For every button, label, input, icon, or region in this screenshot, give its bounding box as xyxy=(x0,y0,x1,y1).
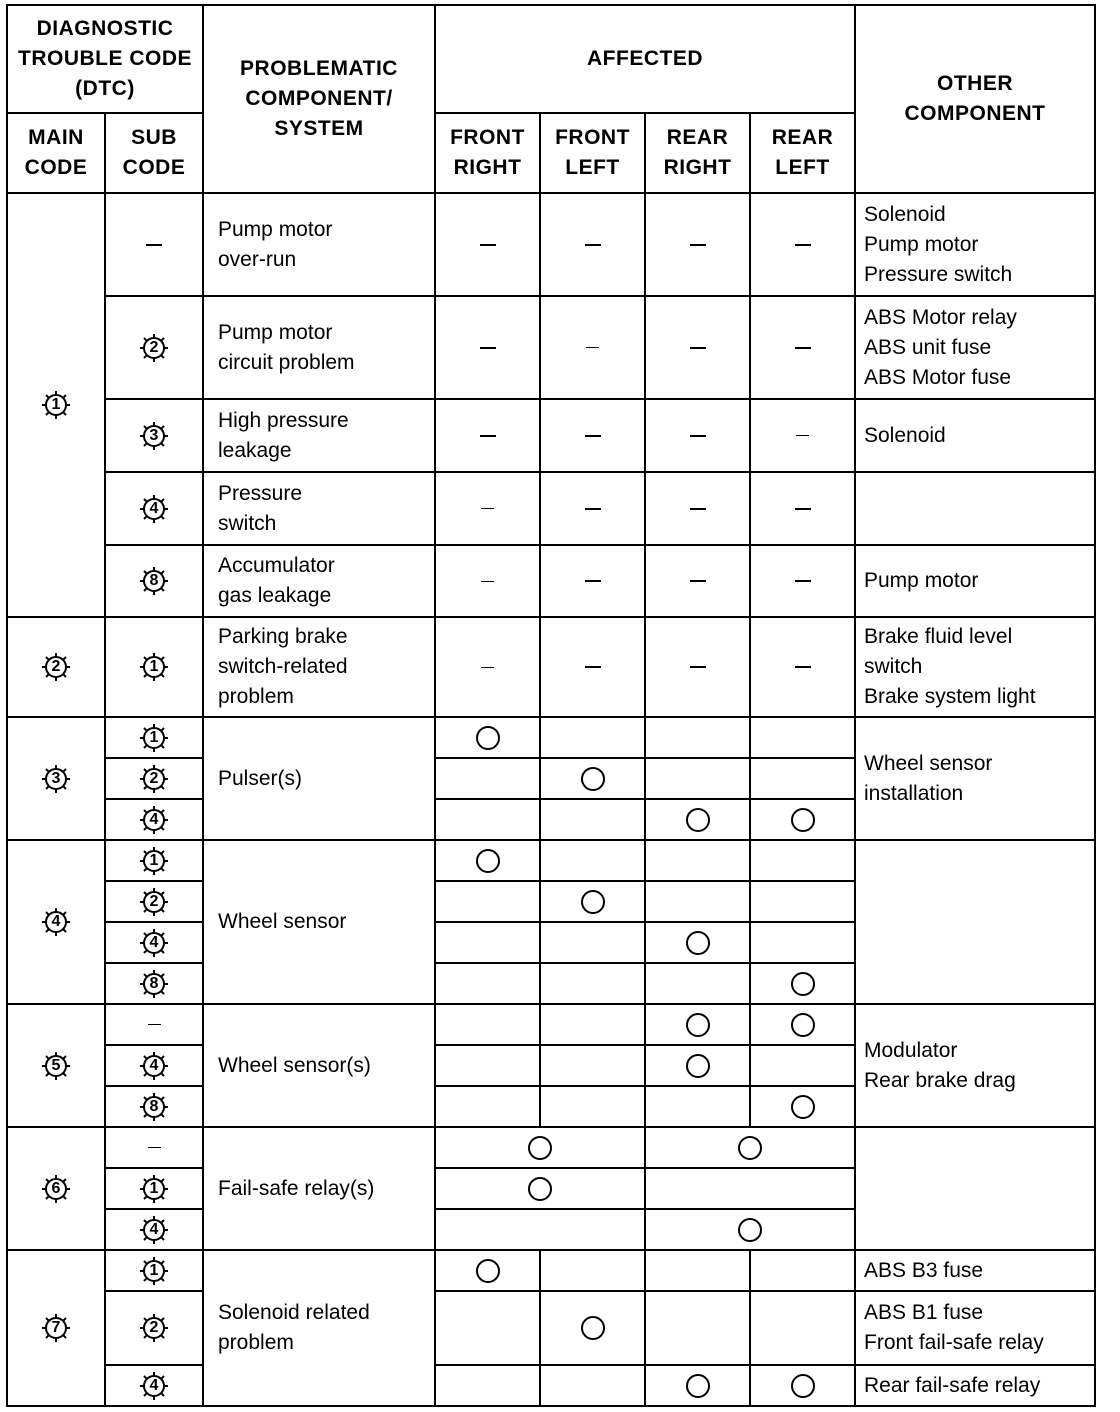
main-code-badge: 2 xyxy=(41,652,71,682)
header-other: OTHER COMPONENT xyxy=(855,5,1095,193)
affected-circle xyxy=(686,1013,710,1037)
other-component: Solenoid xyxy=(855,399,1095,472)
other-component: Rear fail-safe relay xyxy=(855,1365,1095,1406)
table-row xyxy=(7,1127,1095,1168)
component-label: Wheel sensor(s) xyxy=(203,1004,435,1127)
header-sub-code: SUB CODE xyxy=(105,113,203,193)
component-label: Pulser(s) xyxy=(203,717,435,840)
main-code-badge: 1 xyxy=(41,390,71,420)
other-component: ABS B1 fuse Front fail-safe relay xyxy=(855,1291,1095,1365)
component-label: Pump motor over-run xyxy=(203,193,435,296)
other-component xyxy=(855,1127,1095,1250)
table-row xyxy=(7,1004,1095,1045)
component-label: Pressure switch xyxy=(203,472,435,545)
header-front-left: FRONT LEFT xyxy=(540,113,645,193)
table-row xyxy=(7,1291,1095,1365)
table-row xyxy=(7,1365,1095,1406)
sub-code-badge: 8 xyxy=(139,969,169,999)
affected-circle xyxy=(581,890,605,914)
other-component: Modulator Rear brake drag xyxy=(855,1004,1095,1127)
component-label: Accumulator gas leakage xyxy=(203,545,435,617)
sub-code-badge: 2 xyxy=(139,887,169,917)
affected-circle xyxy=(738,1218,762,1242)
dash-mark xyxy=(480,435,496,437)
dash-mark xyxy=(690,347,706,349)
other-component xyxy=(855,840,1095,1004)
dash-mark xyxy=(796,435,809,436)
affected-circle xyxy=(686,1054,710,1078)
dtc-table xyxy=(6,4,1096,1407)
sub-code-badge: 1 xyxy=(139,846,169,876)
table-row xyxy=(7,617,1095,717)
sub-code-badge: 4 xyxy=(139,1215,169,1245)
header-front-right: FRONT RIGHT xyxy=(435,113,540,193)
header-dtc: DIAGNOSTIC TROUBLE CODE (DTC) xyxy=(7,5,203,113)
table-row xyxy=(7,472,1095,545)
main-code-badge: 5 xyxy=(41,1051,71,1081)
dash-mark xyxy=(586,347,599,348)
affected-circle xyxy=(528,1136,552,1160)
main-code-cell xyxy=(7,193,105,617)
dash-mark xyxy=(690,244,706,246)
sub-code-badge: 8 xyxy=(139,566,169,596)
sub-code-badge: 4 xyxy=(139,928,169,958)
dash-mark xyxy=(481,581,494,582)
other-component xyxy=(855,472,1095,545)
dash-mark xyxy=(585,666,601,668)
sub-code-badge: 4 xyxy=(139,494,169,524)
sub-code-badge: 3 xyxy=(139,421,169,451)
dash-mark xyxy=(795,580,811,582)
dash-mark xyxy=(690,580,706,582)
sub-code-badge: 2 xyxy=(139,764,169,794)
dash-mark xyxy=(481,667,494,668)
sub-code-badge: 4 xyxy=(139,1051,169,1081)
header-main-code: MAIN CODE xyxy=(7,113,105,193)
header-component: PROBLEMATIC COMPONENT/ SYSTEM xyxy=(203,5,435,193)
other-component: Solenoid Pump motor Pressure switch xyxy=(855,193,1095,296)
table-row xyxy=(7,399,1095,472)
component-label: Pump motor circuit problem xyxy=(203,296,435,399)
dash-mark xyxy=(585,244,601,246)
sub-code-badge: 2 xyxy=(139,1313,169,1343)
other-component: ABS B3 fuse xyxy=(855,1250,1095,1291)
dash-mark xyxy=(480,244,496,246)
component-label: Fail-safe relay(s) xyxy=(203,1127,435,1250)
dash-mark xyxy=(585,580,601,582)
table-row xyxy=(7,193,1095,296)
sub-code-badge: 4 xyxy=(139,805,169,835)
dash-mark xyxy=(146,244,162,246)
dash-mark xyxy=(690,508,706,510)
other-component: Wheel sensor installation xyxy=(855,717,1095,840)
affected-circle xyxy=(476,1259,500,1283)
affected-circle xyxy=(738,1136,762,1160)
affected-circle xyxy=(581,767,605,791)
affected-circle xyxy=(686,808,710,832)
table-row xyxy=(7,545,1095,617)
other-component: Pump motor xyxy=(855,545,1095,617)
main-code-badge: 7 xyxy=(41,1313,71,1343)
affected-circle xyxy=(791,972,815,996)
dash-mark xyxy=(690,666,706,668)
sub-code-badge: 1 xyxy=(139,1174,169,1204)
affected-circle xyxy=(791,808,815,832)
dash-mark xyxy=(148,1147,161,1148)
sub-code-badge: 1 xyxy=(139,1256,169,1286)
header-affected: AFFECTED xyxy=(435,5,855,113)
dash-mark xyxy=(585,508,601,510)
sub-code-badge: 8 xyxy=(139,1092,169,1122)
other-component: Brake fluid level switch Brake system light xyxy=(855,617,1095,717)
affected-circle xyxy=(791,1095,815,1119)
affected-circle xyxy=(528,1177,552,1201)
other-component: ABS Motor relay ABS unit fuse ABS Motor fuse xyxy=(855,296,1095,399)
dash-mark xyxy=(795,347,811,349)
table-row xyxy=(7,296,1095,399)
header-rear-left: REAR LEFT xyxy=(750,113,855,193)
affected-circle xyxy=(476,849,500,873)
table-row xyxy=(7,717,1095,758)
dash-mark xyxy=(795,244,811,246)
header-rear-right: REAR RIGHT xyxy=(645,113,750,193)
affected-circle xyxy=(791,1374,815,1398)
sub-code-badge: 4 xyxy=(139,1371,169,1401)
main-code-badge: 6 xyxy=(41,1174,71,1204)
affected-circle xyxy=(791,1013,815,1037)
component-label: Wheel sensor xyxy=(203,840,435,1004)
dash-mark xyxy=(795,508,811,510)
main-code-badge: 4 xyxy=(41,907,71,937)
dash-mark xyxy=(480,347,496,349)
sub-code-badge: 1 xyxy=(139,723,169,753)
sub-code-badge: 2 xyxy=(139,333,169,363)
affected-circle xyxy=(686,931,710,955)
dash-mark xyxy=(585,435,601,437)
sub-code-badge: 1 xyxy=(139,652,169,682)
dash-mark xyxy=(795,666,811,668)
table-row xyxy=(7,840,1095,881)
component-label: High pressure leakage xyxy=(203,399,435,472)
dash-mark xyxy=(481,508,494,509)
component-label: Parking brake switch-related problem xyxy=(203,617,435,717)
affected-circle xyxy=(581,1316,605,1340)
affected-circle xyxy=(476,726,500,750)
component-label: Solenoid related problem xyxy=(203,1250,435,1406)
main-code-badge: 3 xyxy=(41,764,71,794)
affected-circle xyxy=(686,1374,710,1398)
table-row xyxy=(7,1250,1095,1291)
dash-mark xyxy=(148,1024,161,1025)
dash-mark xyxy=(690,435,706,437)
